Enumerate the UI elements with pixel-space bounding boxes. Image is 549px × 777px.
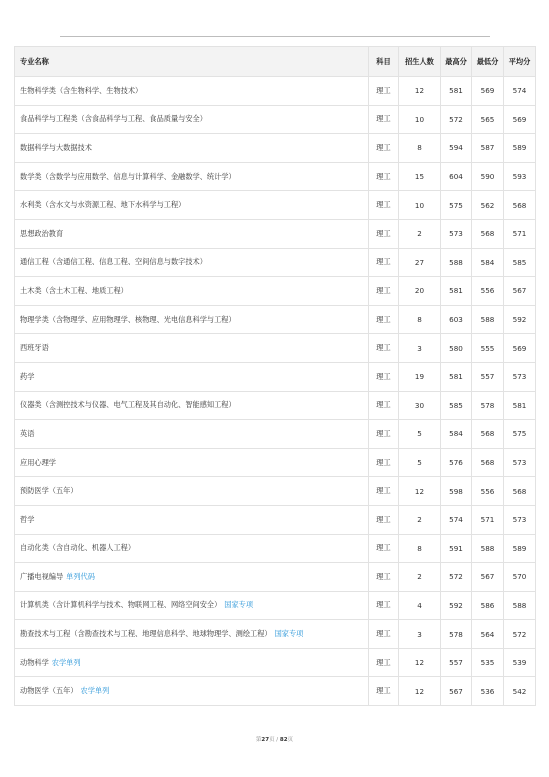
avg-score-cell: 539	[504, 648, 536, 677]
table-row	[15, 534, 536, 563]
max-score-cell: 567	[441, 677, 472, 706]
major-name: 应用心理学	[20, 457, 56, 467]
major-name-cell	[15, 191, 369, 220]
major-name-cell	[15, 477, 369, 506]
subject-cell: 理工	[369, 277, 399, 306]
table-row	[15, 591, 536, 620]
major-name: 计算机类（含计算机科学与技术、物联网工程、网络空间安全）	[20, 600, 222, 610]
major-name-cell	[15, 563, 369, 592]
header-subject: 科目	[369, 47, 399, 77]
enrollment-cell: 10	[399, 191, 441, 220]
table-row	[15, 77, 536, 106]
max-score-cell: 572	[441, 563, 472, 592]
min-score-cell: 578	[472, 391, 504, 420]
table-row	[15, 248, 536, 277]
total-page-number: 82	[279, 737, 288, 743]
major-name: 土木类（含土木工程、地质工程）	[20, 285, 128, 295]
enrollment-cell: 8	[399, 305, 441, 334]
major-name-cell	[15, 105, 369, 134]
avg-score-cell: 542	[504, 677, 536, 706]
subject-cell: 理工	[369, 420, 399, 449]
min-score-cell: 586	[472, 591, 504, 620]
avg-score-cell: 585	[504, 248, 536, 277]
major-tag: 国家专项	[224, 600, 254, 610]
enrollment-cell: 12	[399, 477, 441, 506]
major-name-cell	[15, 219, 369, 248]
avg-score-cell: 568	[504, 477, 536, 506]
major-name-cell	[15, 448, 369, 477]
avg-score-cell: 573	[504, 448, 536, 477]
table-row	[15, 219, 536, 248]
table-row	[15, 362, 536, 391]
min-score-cell: 571	[472, 505, 504, 534]
subject-cell: 理工	[369, 305, 399, 334]
subject-cell: 理工	[369, 191, 399, 220]
avg-score-cell: 573	[504, 362, 536, 391]
max-score-cell: 604	[441, 162, 472, 191]
table-row	[15, 277, 536, 306]
avg-score-cell: 589	[504, 534, 536, 563]
enrollment-cell: 20	[399, 277, 441, 306]
subject-cell: 理工	[369, 591, 399, 620]
major-name: 思想政治教育	[20, 228, 64, 238]
max-score-cell: 598	[441, 477, 472, 506]
subject-cell: 理工	[369, 248, 399, 277]
min-score-cell: 568	[472, 420, 504, 449]
min-score-cell: 557	[472, 362, 504, 391]
major-name-cell	[15, 277, 369, 306]
table-row	[15, 648, 536, 677]
enrollment-cell: 12	[399, 677, 441, 706]
enrollment-cell: 12	[399, 648, 441, 677]
major-name-cell	[15, 391, 369, 420]
min-score-cell: 568	[472, 219, 504, 248]
min-score-cell: 568	[472, 448, 504, 477]
avg-score-cell: 575	[504, 420, 536, 449]
max-score-cell: 576	[441, 448, 472, 477]
enrollment-cell: 27	[399, 248, 441, 277]
admission-scores-table	[14, 46, 536, 706]
page-footer	[0, 735, 549, 743]
major-name: 动物医学（五年）	[20, 686, 78, 696]
major-name: 数据科学与大数据技术	[20, 142, 92, 152]
major-name-cell	[15, 162, 369, 191]
max-score-cell: 594	[441, 134, 472, 163]
avg-score-cell: 569	[504, 334, 536, 363]
table-row	[15, 191, 536, 220]
major-name-cell	[15, 248, 369, 277]
enrollment-cell: 30	[399, 391, 441, 420]
subject-cell: 理工	[369, 477, 399, 506]
avg-score-cell: 571	[504, 219, 536, 248]
top-divider	[60, 36, 490, 37]
min-score-cell: 535	[472, 648, 504, 677]
subject-cell: 理工	[369, 134, 399, 163]
major-name-cell	[15, 677, 369, 706]
table-row	[15, 505, 536, 534]
max-score-cell: 592	[441, 591, 472, 620]
min-score-cell: 555	[472, 334, 504, 363]
table-row	[15, 477, 536, 506]
enrollment-cell: 8	[399, 134, 441, 163]
min-score-cell: 590	[472, 162, 504, 191]
table-row	[15, 448, 536, 477]
subject-cell: 理工	[369, 534, 399, 563]
major-name: 通信工程（含通信工程、信息工程、空间信息与数字技术）	[20, 257, 207, 267]
max-score-cell: 573	[441, 219, 472, 248]
min-score-cell: 536	[472, 677, 504, 706]
subject-cell: 理工	[369, 391, 399, 420]
major-name: 食品科学与工程类（含食品科学与工程、食品质量与安全）	[20, 114, 207, 124]
enrollment-cell: 8	[399, 534, 441, 563]
major-name-cell	[15, 534, 369, 563]
table-row	[15, 620, 536, 649]
min-score-cell: 562	[472, 191, 504, 220]
table-row	[15, 162, 536, 191]
table-row	[15, 334, 536, 363]
max-score-cell: 581	[441, 362, 472, 391]
enrollment-cell: 4	[399, 591, 441, 620]
enrollment-cell: 3	[399, 620, 441, 649]
enrollment-cell: 5	[399, 420, 441, 449]
table-header-row	[15, 47, 536, 77]
enrollment-cell: 5	[399, 448, 441, 477]
avg-score-cell: 570	[504, 563, 536, 592]
major-tag: 单列代码	[66, 571, 95, 581]
subject-cell: 理工	[369, 362, 399, 391]
avg-score-cell: 567	[504, 277, 536, 306]
major-name: 哲学	[20, 514, 35, 524]
subject-cell: 理工	[369, 677, 399, 706]
subject-cell: 理工	[369, 77, 399, 106]
avg-score-cell: 572	[504, 620, 536, 649]
header-max-score: 最高分	[441, 47, 472, 77]
min-score-cell: 587	[472, 134, 504, 163]
major-name-cell	[15, 620, 369, 649]
max-score-cell: 575	[441, 191, 472, 220]
subject-cell: 理工	[369, 505, 399, 534]
major-name-cell	[15, 362, 369, 391]
major-name: 西班牙语	[20, 343, 49, 353]
subject-cell: 理工	[369, 105, 399, 134]
max-score-cell: 580	[441, 334, 472, 363]
table-row	[15, 305, 536, 334]
avg-score-cell: 573	[504, 505, 536, 534]
min-score-cell: 567	[472, 563, 504, 592]
major-name-cell	[15, 505, 369, 534]
major-name: 勘查技术与工程（含勘查技术与工程、地理信息科学、地球物理学、测绘工程）	[20, 629, 272, 639]
min-score-cell: 584	[472, 248, 504, 277]
table-row	[15, 420, 536, 449]
table-row	[15, 134, 536, 163]
min-score-cell: 565	[472, 105, 504, 134]
major-name: 生物科学类（含生物科学、生物技术）	[20, 85, 143, 95]
major-name: 数学类（含数学与应用数学、信息与计算科学、金融数学、统计学）	[20, 171, 236, 181]
avg-score-cell: 568	[504, 191, 536, 220]
max-score-cell: 603	[441, 305, 472, 334]
major-name: 英语	[20, 428, 35, 438]
avg-score-cell: 593	[504, 162, 536, 191]
table-row	[15, 105, 536, 134]
max-score-cell: 588	[441, 248, 472, 277]
enrollment-cell: 2	[399, 505, 441, 534]
current-page-number: 27	[261, 737, 270, 743]
avg-score-cell: 574	[504, 77, 536, 106]
major-name-cell	[15, 648, 369, 677]
enrollment-cell: 3	[399, 334, 441, 363]
table-body	[15, 77, 536, 706]
major-name-cell	[15, 420, 369, 449]
enrollment-cell: 10	[399, 105, 441, 134]
avg-score-cell: 592	[504, 305, 536, 334]
major-tag: 农学单列	[80, 686, 110, 696]
major-name-cell	[15, 334, 369, 363]
max-score-cell: 584	[441, 420, 472, 449]
major-tag: 国家专项	[274, 629, 304, 639]
footer-middle: 页 /	[269, 737, 280, 743]
enrollment-cell: 2	[399, 563, 441, 592]
subject-cell: 理工	[369, 620, 399, 649]
major-name: 仪器类（含测控技术与仪器、电气工程及其自动化、智能感知工程）	[20, 400, 236, 410]
subject-cell: 理工	[369, 219, 399, 248]
max-score-cell: 578	[441, 620, 472, 649]
major-name: 动物科学	[20, 657, 49, 667]
major-name: 物理学类（含物理学、应用物理学、核物理、光电信息科学与工程）	[20, 314, 236, 324]
major-name-cell	[15, 134, 369, 163]
enrollment-cell: 12	[399, 77, 441, 106]
enrollment-cell: 2	[399, 219, 441, 248]
enrollment-cell: 15	[399, 162, 441, 191]
min-score-cell: 569	[472, 77, 504, 106]
footer-suffix: 页	[287, 737, 294, 743]
max-score-cell: 572	[441, 105, 472, 134]
min-score-cell: 588	[472, 534, 504, 563]
major-name: 预防医学（五年）	[20, 486, 78, 496]
major-name: 药学	[20, 371, 35, 381]
subject-cell: 理工	[369, 563, 399, 592]
avg-score-cell: 589	[504, 134, 536, 163]
major-name: 水利类（含水文与水资源工程、地下水科学与工程）	[20, 200, 186, 210]
max-score-cell: 581	[441, 277, 472, 306]
major-name: 广播电视编导	[20, 571, 64, 581]
major-name: 自动化类（含自动化、机器人工程）	[20, 543, 136, 553]
avg-score-cell: 581	[504, 391, 536, 420]
subject-cell: 理工	[369, 448, 399, 477]
table-row	[15, 563, 536, 592]
major-name-cell	[15, 77, 369, 106]
header-major-name: 专业名称	[15, 47, 369, 77]
max-score-cell: 591	[441, 534, 472, 563]
min-score-cell: 556	[472, 477, 504, 506]
min-score-cell: 556	[472, 277, 504, 306]
table-row	[15, 677, 536, 706]
header-enrollment: 招生人数	[399, 47, 441, 77]
subject-cell: 理工	[369, 162, 399, 191]
max-score-cell: 574	[441, 505, 472, 534]
header-min-score: 最低分	[472, 47, 504, 77]
subject-cell: 理工	[369, 334, 399, 363]
avg-score-cell: 569	[504, 105, 536, 134]
avg-score-cell: 588	[504, 591, 536, 620]
footer-prefix: 第	[255, 737, 262, 743]
max-score-cell: 557	[441, 648, 472, 677]
enrollment-cell: 19	[399, 362, 441, 391]
max-score-cell: 585	[441, 391, 472, 420]
header-avg-score: 平均分	[504, 47, 536, 77]
min-score-cell: 588	[472, 305, 504, 334]
major-name-cell	[15, 591, 369, 620]
max-score-cell: 581	[441, 77, 472, 106]
table-row	[15, 391, 536, 420]
major-name-cell	[15, 305, 369, 334]
subject-cell: 理工	[369, 648, 399, 677]
min-score-cell: 564	[472, 620, 504, 649]
major-tag: 农学单列	[51, 657, 81, 667]
